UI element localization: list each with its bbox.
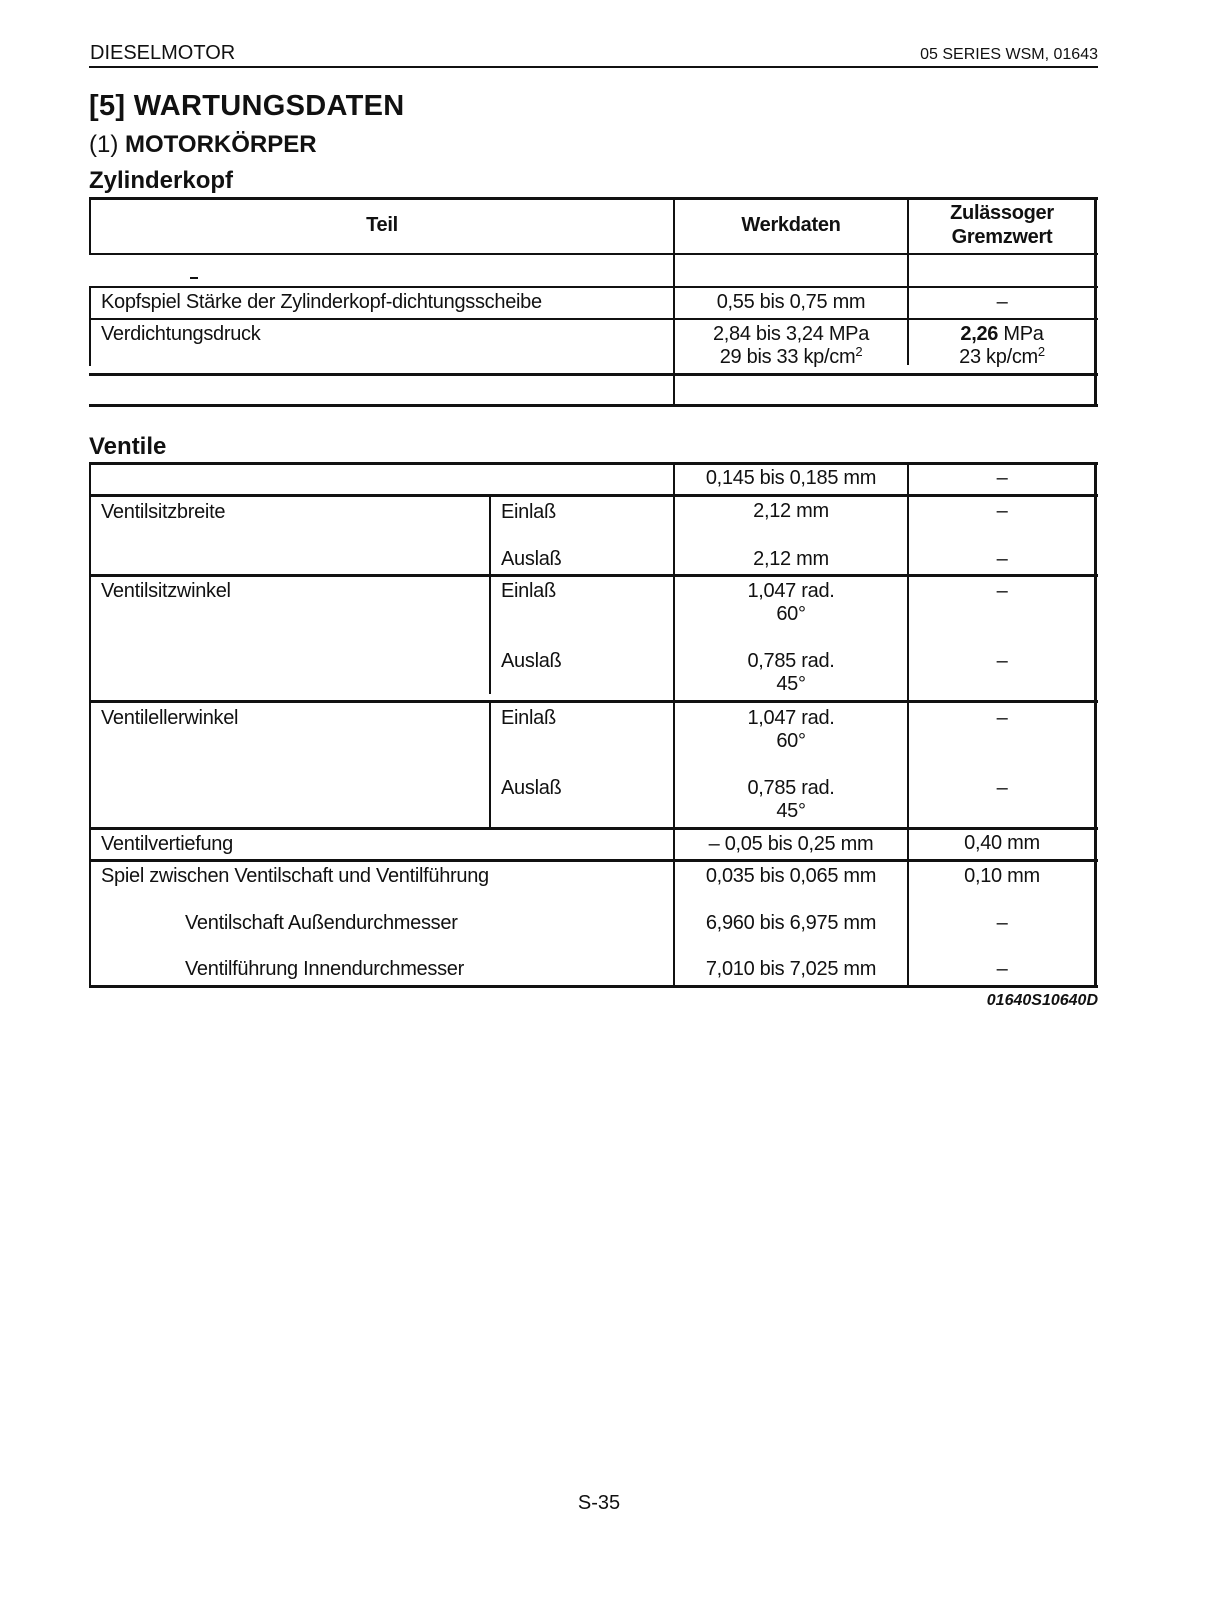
column-header-factory: Werkdaten <box>741 214 841 236</box>
sitzwinkel-inlet-limit: – <box>996 580 1008 602</box>
row-part-tellerwinkel: Ventilellerwinkel <box>101 707 239 729</box>
column-header-part: Teil <box>366 214 398 236</box>
tellerwinkel-inlet-limit: – <box>996 707 1008 729</box>
exponent: 2 <box>855 344 863 359</box>
section-heading-zylinderkopf: Zylinderkopf <box>89 167 234 194</box>
top-row-limit: – <box>996 467 1008 489</box>
section-heading-ventile: Ventile <box>89 433 167 460</box>
table-line <box>89 985 1098 988</box>
sitzbreite-outlet-factory: 2,12 mm <box>753 548 829 570</box>
sitzwinkel-inlet-deg: 60° <box>776 603 806 625</box>
table-line <box>89 462 1098 465</box>
spiel-factory: 0,035 bis 0,065 mm <box>705 865 877 887</box>
schaft-factory: 6,960 bis 6,975 mm <box>705 912 877 934</box>
vertiefung-factory: – 0,05 bis 0,25 mm <box>708 833 874 855</box>
table-line <box>89 574 1098 577</box>
column-header-limit-line1: Zulässoger <box>950 202 1054 224</box>
exponent: 2 <box>1037 344 1045 359</box>
tellerwinkel-outlet-label: Auslaß <box>501 777 562 799</box>
sitzbreite-inlet-label: Einlaß <box>501 501 556 523</box>
table-line <box>89 462 91 988</box>
sitzwinkel-outlet-label: Auslaß <box>501 650 562 672</box>
sitzbreite-outlet-limit: – <box>996 548 1008 570</box>
tellerwinkel-inlet-rad: 1,047 rad. <box>747 707 835 729</box>
fuehrung-factory: 7,010 bis 7,025 mm <box>705 958 877 980</box>
row-factory-verdichtungsdruck-kp <box>675 346 907 369</box>
sitzwinkel-outlet-limit: – <box>996 650 1008 672</box>
document-reference: 01640S10640D <box>986 992 1098 1009</box>
table-line <box>89 373 1098 376</box>
sitzwinkel-outlet-deg: 45° <box>776 673 806 695</box>
limit-value-bold: 2,26 <box>960 323 999 345</box>
row-factory-verdichtungsdruck-mpa: 2,84 bis 3,24 MPa <box>712 323 870 345</box>
row-part-sitzwinkel: Ventilsitzwinkel <box>101 580 231 602</box>
table-line <box>89 286 1098 288</box>
table-line <box>489 494 491 694</box>
title-number: [5] <box>89 90 126 122</box>
table-line <box>89 494 1098 497</box>
limit-kp-value: 23 kp/cm <box>959 346 1038 368</box>
table-line <box>489 700 491 830</box>
sitzbreite-outlet-label: Auslaß <box>501 548 562 570</box>
schaft-limit: – <box>996 912 1008 934</box>
row-part-fuehrung-diameter: Ventilführung Innendurchmesser <box>185 958 464 980</box>
page-subtitle <box>89 131 317 159</box>
row-part-kopfspiel: Kopfspiel Stärke der Zylinderkopf-dichtungsscheibe <box>101 291 542 313</box>
header-rule <box>89 66 1098 68</box>
row-part-schaft-diameter: Ventilschaft Außendurchmesser <box>185 912 458 934</box>
row-part-sitzbreite: Ventilsitzbreite <box>101 501 226 523</box>
tellerwinkel-outlet-rad: 0,785 rad. <box>747 777 835 799</box>
row-limit-kopfspiel: – <box>996 291 1008 313</box>
row-part-vertiefung: Ventilvertiefung <box>101 833 233 855</box>
fuehrung-limit: – <box>996 958 1008 980</box>
table-line <box>89 253 1098 255</box>
subtitle-text: MOTORKÖRPER <box>125 131 317 158</box>
table-line <box>89 318 91 366</box>
table-line <box>89 197 1098 200</box>
tellerwinkel-inlet-deg: 60° <box>776 730 806 752</box>
table-line <box>89 404 1098 407</box>
row-limit-verdichtungsdruck-mpa <box>909 323 1095 346</box>
vertiefung-limit: 0,40 mm <box>964 832 1040 854</box>
limit-unit: MPa <box>998 323 1044 345</box>
sitzbreite-inlet-factory: 2,12 mm <box>753 500 829 522</box>
sitzwinkel-outlet-rad: 0,785 rad. <box>747 650 835 672</box>
tellerwinkel-outlet-deg: 45° <box>776 800 806 822</box>
table-line <box>89 286 91 320</box>
sitzwinkel-inlet-label: Einlaß <box>501 580 556 602</box>
spiel-limit: 0,10 mm <box>964 865 1040 887</box>
factory-kp-value: 29 bis 33 kp/cm <box>719 346 856 368</box>
table-line <box>89 318 1098 320</box>
sitzbreite-inlet-limit: – <box>996 500 1008 522</box>
header-document-id: 05 SERIES WSM, 01643 <box>920 46 1098 63</box>
table-line <box>89 859 1098 862</box>
table-line <box>89 700 1098 703</box>
row-part-spiel: Spiel zwischen Ventilschaft und Ventilführung <box>101 865 489 887</box>
column-header-limit-line2: Gremzwert <box>951 226 1053 248</box>
tellerwinkel-inlet-label: Einlaß <box>501 707 556 729</box>
row-limit-verdichtungsdruck-kp <box>909 346 1095 369</box>
page-title <box>89 90 405 123</box>
top-row-factory: 0,145 bis 0,185 mm <box>705 467 877 489</box>
title-text: WARTUNGSDATEN <box>133 90 405 122</box>
tellerwinkel-outlet-limit: – <box>996 777 1008 799</box>
header-section-title: DIESELMOTOR <box>90 42 236 64</box>
table-line <box>89 827 1098 830</box>
sitzwinkel-inlet-rad: 1,047 rad. <box>747 580 835 602</box>
row-factory-kopfspiel: 0,55 bis 0,75 mm <box>716 291 866 313</box>
row-part-verdichtungsdruck: Verdichtungsdruck <box>101 323 261 345</box>
stray-mark <box>190 277 198 279</box>
page-number: S-35 <box>577 1492 621 1514</box>
subtitle-number: (1) <box>89 131 119 158</box>
